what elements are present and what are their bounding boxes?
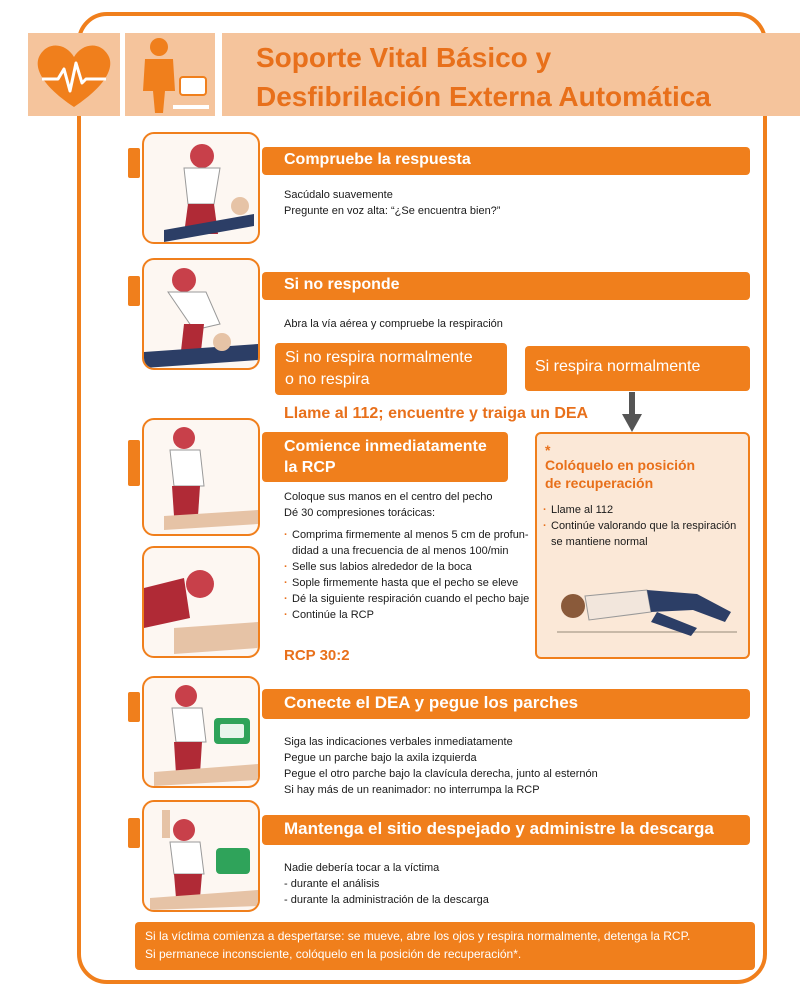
step3-text — [284, 489, 493, 521]
step4-line: Pegue un parche bajo la axila izquierda — [284, 752, 477, 764]
footer-line-2: Si permanece inconsciente, colóquelo en la posición de recuperación*. — [145, 947, 522, 961]
recovery-bullet: · Llame al 112 — [543, 502, 748, 518]
step4-line: Siga las indicaciones verbales inmediatamente — [284, 736, 513, 748]
title-line-1: Soporte Vital Básico y — [256, 42, 552, 73]
step5-line: - durante el análisis — [284, 878, 380, 890]
step4-line: Si hay más de un reanimador: no interrumpa la RCP — [284, 784, 540, 796]
recovery-position-icon — [547, 566, 747, 652]
step4-illustration — [142, 676, 260, 788]
not-breathing-line-2: o no respira — [285, 371, 370, 388]
title-line-2: Desfibrilación Externa Automática — [256, 81, 711, 112]
step4-text — [284, 734, 598, 798]
step1-text — [284, 187, 500, 219]
footer-note — [135, 922, 755, 970]
step5-line: Nadie debería tocar a la víctima — [284, 862, 440, 874]
step5-stub — [128, 818, 140, 848]
step4-stub — [128, 692, 140, 722]
recovery-box — [535, 432, 750, 659]
step3-bullet: · Selle sus labios alrededor de la boca — [284, 559, 532, 575]
airway-check-icon — [144, 260, 258, 368]
chest-compression-icon — [144, 420, 258, 534]
step5-illustration — [142, 800, 260, 912]
step1-illustration — [142, 132, 260, 244]
step5-line: - durante la administración de la descarga — [284, 894, 489, 906]
recovery-asterisk: * — [545, 442, 551, 458]
rescuer-panel — [125, 33, 215, 116]
recovery-title-line-1: Colóquelo en posición — [545, 457, 696, 473]
breathing-label: Si respira normalmente — [535, 358, 701, 375]
rescuer-aed-icon — [125, 33, 215, 116]
call-label: Llame al 112; encuentre y traiga un DEA — [284, 405, 589, 422]
step4-title: Conecte el DEA y pegue los parches — [284, 693, 579, 712]
recovery-title-line-2: de recuperación — [545, 475, 654, 491]
step2-stub — [128, 276, 140, 306]
step5-title: Mantenga el sitio despejado y administre la descarga — [284, 819, 714, 838]
step1-line: Pregunte en voz alta: “¿Se encuentra bien?” — [284, 205, 501, 217]
step2-title-bar — [262, 272, 750, 300]
step4-line: Pegue el otro parche bajo la clavícula derecha, junto al esternón — [284, 768, 598, 780]
step3-line: Coloque sus manos en el centro del pecho — [284, 491, 493, 503]
step3-title-line-2: la RCP — [284, 459, 336, 476]
step2-title: Si no responde — [284, 276, 400, 293]
rescue-breath-icon — [144, 548, 258, 656]
recovery-title — [545, 456, 695, 492]
step1-line: Sacúdalo suavemente — [284, 189, 393, 201]
step4-title-bar — [262, 689, 750, 719]
breathing-box — [525, 346, 750, 391]
heart-panel — [28, 33, 120, 116]
step3-bullet: · Comprima firmemente al menos 5 cm de profun- didad a una frecuencia de al menos 100/min — [284, 527, 532, 559]
footer-line-1: Si la víctima comienza a despertarse: se mueve, abre los ojos y respira normalmente, detenga la RCP. — [145, 929, 691, 943]
step3-stub — [128, 440, 140, 486]
recovery-bullet: · Continúe valorando que la respiración se mantiene normal — [543, 518, 748, 550]
step3-bullet: · Dé la siguiente respiración cuando el pecho baje — [284, 591, 532, 607]
stand-clear-icon — [144, 802, 258, 910]
not-breathing-box — [275, 343, 507, 395]
step1-stub — [128, 148, 140, 178]
step3-bullets — [284, 527, 532, 623]
step1-title: Compruebe la respuesta — [284, 151, 471, 168]
recovery-bullets — [543, 502, 748, 550]
rescuer-shaking-victim-icon — [144, 134, 258, 242]
heart-ecg-icon — [28, 33, 120, 116]
step3-bullet: · Sople firmemente hasta que el pecho se eleve — [284, 575, 532, 591]
step3-illustration — [142, 418, 260, 536]
not-breathing-line-1: Si no respira normalmente — [285, 349, 473, 366]
step5-text — [284, 860, 489, 908]
step3-bullet: · Continúe la RCP — [284, 607, 532, 623]
step3-line: Dé 30 compresiones torácicas: — [284, 507, 436, 519]
step3-title-bar — [262, 432, 508, 482]
down-arrow-icon — [620, 392, 644, 434]
aed-pads-icon — [144, 678, 258, 786]
step5-title-bar — [262, 815, 750, 845]
step2-line: Abra la vía aérea y compruebe la respiración — [284, 318, 503, 330]
page-title — [256, 38, 796, 116]
step3-title-line-1: Comience inmediatamente — [284, 438, 487, 455]
step1-title-bar — [262, 147, 750, 175]
cpr-ratio: RCP 30:2 — [284, 647, 350, 664]
step2-illustration — [142, 258, 260, 370]
rescue-breath-illustration — [142, 546, 260, 658]
